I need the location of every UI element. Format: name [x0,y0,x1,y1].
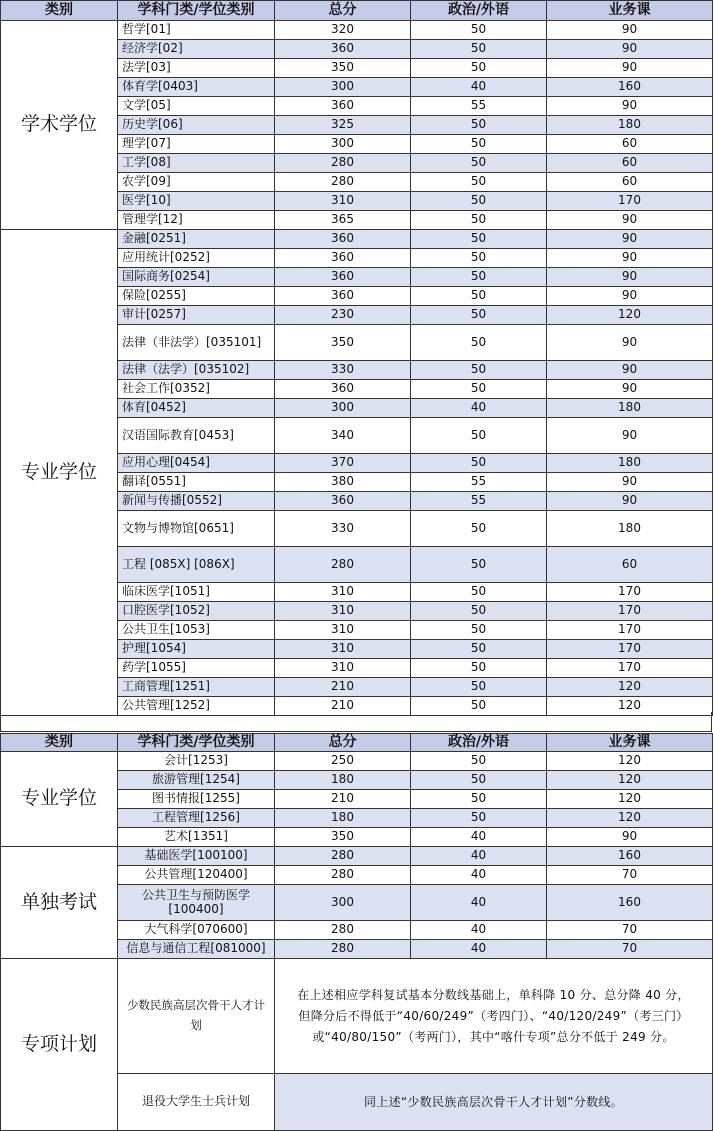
subject-cell: 工程 [085X] [086X] [118,547,275,583]
business-course-cell: 170 [547,583,713,602]
subject-cell: 基础医学[100100] [118,847,275,866]
total-score-cell: 310 [275,659,411,678]
business-course-cell: 170 [547,192,713,211]
header-row [1,734,713,752]
total-score-cell: 330 [275,361,411,380]
total-score-cell: 280 [275,940,411,959]
total-score-cell: 180 [275,771,411,790]
special-plan-note: 同上述“少数民族高层次骨干人才计划”分数线。 [275,1074,713,1131]
business-course-cell: 90 [547,97,713,116]
politics-language-cell: 50 [411,511,547,547]
total-score-cell: 360 [275,380,411,399]
business-course-cell: 90 [547,230,713,249]
table-row [1,21,713,40]
business-course-cell: 160 [547,847,713,866]
subject-cell: 金融[0251] [118,230,275,249]
business-course-cell: 70 [547,921,713,940]
business-course-cell: 120 [547,790,713,809]
total-score-cell: 310 [275,192,411,211]
politics-language-cell: 40 [411,78,547,97]
business-course-cell: 170 [547,602,713,621]
politics-language-cell: 50 [411,135,547,154]
politics-language-cell: 50 [411,325,547,361]
politics-language-cell: 50 [411,268,547,287]
subject-cell: 社会工作[0352] [118,380,275,399]
subject-cell: 文物与博物馆[0651] [118,511,275,547]
category-cell: 学术学位 [1,21,118,230]
header-total: 总分 [275,1,411,21]
header-category: 类别 [1,734,118,752]
business-course-cell: 90 [547,211,713,230]
total-score-cell: 230 [275,306,411,325]
business-course-cell: 90 [547,268,713,287]
business-course-cell: 90 [547,21,713,40]
politics-language-cell: 50 [411,361,547,380]
business-course-cell: 180 [547,454,713,473]
politics-language-cell: 50 [411,771,547,790]
special-plan-note: 在上述相应学科复试基本分数线基础上，单科降 10 分、总分降 40 分，但降分后不得低于“40/60/249”（考四门）、“40/120/249”（考三门）或“40/80/150”（考两门），其中“喀什专项”总分不低于 249 分。 [275,959,713,1074]
subject-cell: 管理学[12] [118,211,275,230]
special-plan-name: 退役大学生士兵计划 [118,1074,275,1131]
business-course-cell: 70 [547,940,713,959]
subject-cell: 信息与通信工程[081000] [118,940,275,959]
politics-language-cell: 50 [411,583,547,602]
table-row [1,752,713,771]
business-course-cell: 90 [547,492,713,511]
total-score-cell: 280 [275,921,411,940]
business-course-cell: 90 [547,473,713,492]
subject-cell: 审计[0257] [118,306,275,325]
politics-language-cell: 40 [411,940,547,959]
politics-language-cell: 40 [411,885,547,921]
business-course-cell: 90 [547,418,713,454]
category-cell: 专业学位 [1,230,118,716]
total-score-cell: 300 [275,135,411,154]
header-politics-language: 政治/外语 [411,734,547,752]
subject-cell: 工商管理[1251] [118,678,275,697]
total-score-cell: 380 [275,473,411,492]
subject-cell: 翻译[0551] [118,473,275,492]
politics-language-cell: 50 [411,211,547,230]
politics-language-cell: 50 [411,640,547,659]
subject-cell: 新闻与传播[0552] [118,492,275,511]
business-course-cell: 180 [547,399,713,418]
business-course-cell: 70 [547,866,713,885]
business-course-cell: 120 [547,678,713,697]
total-score-cell: 180 [275,809,411,828]
politics-language-cell: 50 [411,287,547,306]
subject-cell: 旅游管理[1254] [118,771,275,790]
subject-cell: 应用统计[0252] [118,249,275,268]
politics-language-cell: 55 [411,492,547,511]
total-score-cell: 280 [275,154,411,173]
subject-cell: 大气科学[070600] [118,921,275,940]
politics-language-cell: 50 [411,116,547,135]
total-score-cell: 325 [275,116,411,135]
subject-cell: 体育学[0403] [118,78,275,97]
business-course-cell: 120 [547,697,713,716]
score-table-2 [0,733,713,1131]
header-subject: 学科门类/学位类别 [118,734,275,752]
special-plan-name: 少数民族高层次骨干人才计划 [118,959,275,1074]
category-cell: 单独考试 [1,847,118,959]
subject-cell: 法律（非法学）[035101] [118,325,275,361]
table-1-body [1,21,713,716]
subject-cell: 应用心理[0454] [118,454,275,473]
politics-language-cell: 50 [411,21,547,40]
politics-language-cell: 50 [411,659,547,678]
subject-cell: 公共卫生与预防医学[100400] [118,885,275,921]
business-course-cell: 120 [547,809,713,828]
total-score-cell: 330 [275,511,411,547]
business-course-cell: 120 [547,752,713,771]
business-course-cell: 170 [547,640,713,659]
politics-language-cell: 50 [411,380,547,399]
header-business: 业务课 [547,1,713,21]
business-course-cell: 60 [547,547,713,583]
politics-language-cell: 50 [411,547,547,583]
total-score-cell: 310 [275,583,411,602]
total-score-cell: 300 [275,399,411,418]
total-score-cell: 360 [275,40,411,59]
subject-cell: 汉语国际教育[0453] [118,418,275,454]
total-score-cell: 280 [275,866,411,885]
subject-cell: 医学[10] [118,192,275,211]
politics-language-cell: 50 [411,602,547,621]
subject-cell: 保险[0255] [118,287,275,306]
subject-cell: 工程管理[1256] [118,809,275,828]
table-2-body [1,752,713,959]
header-total: 总分 [275,734,411,752]
header-business: 业务课 [547,734,713,752]
header-category: 类别 [1,1,118,21]
business-course-cell: 160 [547,885,713,921]
total-score-cell: 370 [275,454,411,473]
total-score-cell: 360 [275,230,411,249]
total-score-cell: 210 [275,678,411,697]
total-score-cell: 360 [275,287,411,306]
subject-cell: 经济学[02] [118,40,275,59]
politics-language-cell: 40 [411,399,547,418]
politics-language-cell: 50 [411,621,547,640]
total-score-cell: 250 [275,752,411,771]
total-score-cell: 280 [275,847,411,866]
subject-cell: 历史学[06] [118,116,275,135]
subject-cell: 护理[1054] [118,640,275,659]
business-course-cell: 90 [547,361,713,380]
total-score-cell: 365 [275,211,411,230]
total-score-cell: 360 [275,268,411,287]
subject-cell: 公共管理[1252] [118,697,275,716]
business-course-cell: 120 [547,771,713,790]
total-score-cell: 310 [275,640,411,659]
subject-cell: 会计[1253] [118,752,275,771]
subject-cell: 公共管理[120400] [118,866,275,885]
total-score-cell: 340 [275,418,411,454]
business-course-cell: 90 [547,40,713,59]
subject-cell: 临床医学[1051] [118,583,275,602]
subject-cell: 体育[0452] [118,399,275,418]
total-score-cell: 300 [275,885,411,921]
business-course-cell: 170 [547,621,713,640]
total-score-cell: 350 [275,59,411,78]
total-score-cell: 360 [275,97,411,116]
header-politics-language: 政治/外语 [411,1,547,21]
table-gap [0,712,712,732]
category-cell: 专项计划 [1,959,118,1131]
politics-language-cell: 50 [411,454,547,473]
subject-cell: 理学[07] [118,135,275,154]
politics-language-cell: 50 [411,418,547,454]
business-course-cell: 160 [547,78,713,97]
politics-language-cell: 50 [411,59,547,78]
politics-language-cell: 50 [411,173,547,192]
politics-language-cell: 40 [411,847,547,866]
subject-cell: 药学[1055] [118,659,275,678]
header-subject: 学科门类/学位类别 [118,1,275,21]
politics-language-cell: 50 [411,230,547,249]
subject-cell: 法学[03] [118,59,275,78]
subject-cell: 图书情报[1255] [118,790,275,809]
total-score-cell: 300 [275,78,411,97]
politics-language-cell: 40 [411,828,547,847]
business-course-cell: 90 [547,287,713,306]
business-course-cell: 60 [547,173,713,192]
total-score-cell: 320 [275,21,411,40]
politics-language-cell: 50 [411,306,547,325]
politics-language-cell: 40 [411,921,547,940]
politics-language-cell: 50 [411,249,547,268]
total-score-cell: 210 [275,697,411,716]
politics-language-cell: 50 [411,697,547,716]
politics-language-cell: 50 [411,40,547,59]
total-score-cell: 310 [275,621,411,640]
total-score-cell: 280 [275,173,411,192]
total-score-cell: 350 [275,325,411,361]
subject-cell: 工学[08] [118,154,275,173]
politics-language-cell: 40 [411,866,547,885]
business-course-cell: 90 [547,249,713,268]
business-course-cell: 90 [547,828,713,847]
politics-language-cell: 50 [411,752,547,771]
subject-cell: 文学[05] [118,97,275,116]
politics-language-cell: 50 [411,809,547,828]
subject-cell: 公共卫生[1053] [118,621,275,640]
politics-language-cell: 50 [411,154,547,173]
subject-cell: 口腔医学[1052] [118,602,275,621]
business-course-cell: 170 [547,659,713,678]
business-course-cell: 90 [547,59,713,78]
subject-cell: 农学[09] [118,173,275,192]
politics-language-cell: 50 [411,678,547,697]
business-course-cell: 120 [547,306,713,325]
business-course-cell: 60 [547,135,713,154]
politics-language-cell: 55 [411,97,547,116]
category-cell: 专业学位 [1,752,118,847]
header-row [1,1,713,21]
special-row-1 [1,959,713,1074]
table-row [1,230,713,249]
subject-cell: 法律（法学）[035102] [118,361,275,380]
business-course-cell: 180 [547,511,713,547]
subject-cell: 艺术[1351] [118,828,275,847]
business-course-cell: 90 [547,325,713,361]
table-row [1,847,713,866]
politics-language-cell: 55 [411,473,547,492]
special-plan-body [1,959,713,1131]
business-course-cell: 90 [547,380,713,399]
total-score-cell: 280 [275,547,411,583]
subject-cell: 哲学[01] [118,21,275,40]
total-score-cell: 360 [275,249,411,268]
politics-language-cell: 50 [411,192,547,211]
total-score-cell: 310 [275,602,411,621]
total-score-cell: 350 [275,828,411,847]
subject-cell: 国际商务[0254] [118,268,275,287]
politics-language-cell: 50 [411,790,547,809]
total-score-cell: 360 [275,492,411,511]
business-course-cell: 180 [547,116,713,135]
business-course-cell: 60 [547,154,713,173]
total-score-cell: 210 [275,790,411,809]
